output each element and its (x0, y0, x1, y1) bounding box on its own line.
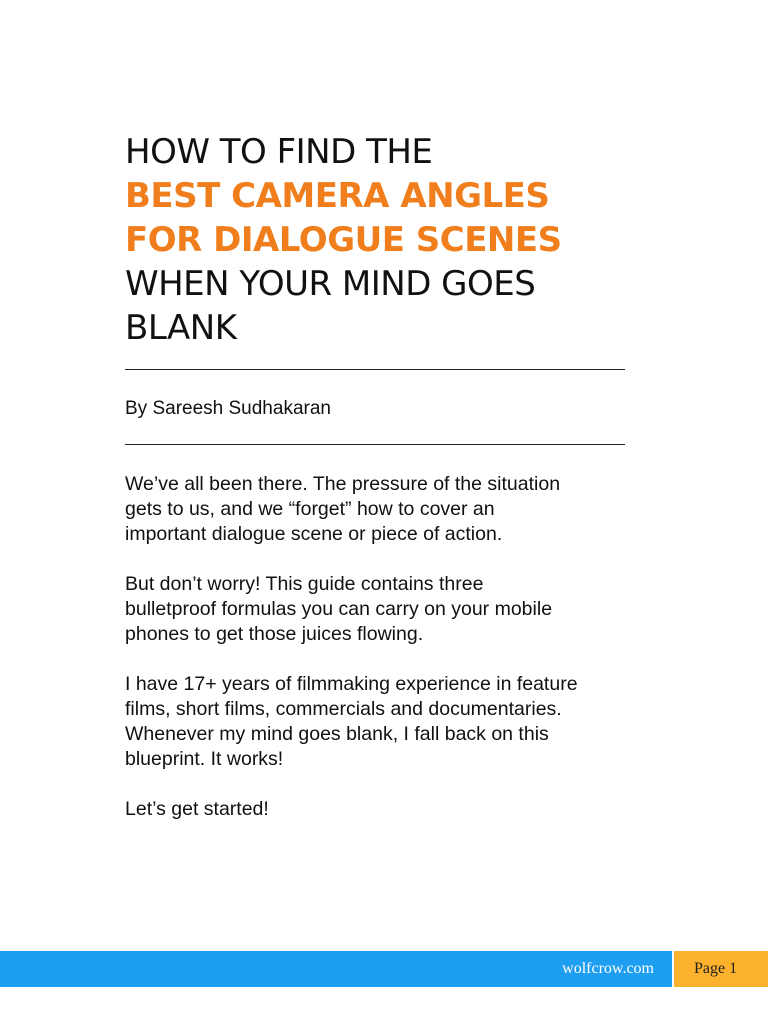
paragraph-line: important dialogue scene or piece of action. (125, 523, 503, 545)
paragraph-line: films, short films, commercials and documentaries. (125, 698, 562, 720)
title-line-1: HOW TO FIND THE (125, 132, 433, 172)
title-line-2-highlight: BEST CAMERA ANGLES (125, 176, 550, 216)
document-title (125, 130, 685, 350)
title-line-4: WHEN YOUR MIND GOES (125, 264, 536, 304)
paragraph-line: bulletproof formulas you can carry on your mobile (125, 598, 553, 620)
paragraph-line: I have 17+ years of filmmaking experience in feature (125, 673, 578, 695)
author-byline: By Sareesh Sudhakaran (125, 398, 331, 419)
paragraph-line: gets to us, and we “forget” how to cover an (125, 498, 495, 520)
paragraph-intro (125, 472, 645, 547)
paragraph-closing (125, 797, 645, 822)
title-line-3-highlight: FOR DIALOGUE SCENES (125, 220, 562, 260)
page-number-label: Page 1 (694, 960, 738, 977)
paragraph-line: blueprint. It works! (125, 748, 284, 770)
paragraph-line: phones to get those juices flowing. (125, 623, 424, 645)
byline-divider (125, 444, 625, 445)
paragraph-line: We’ve all been there. The pressure of the situation (125, 473, 561, 495)
title-divider (125, 369, 625, 370)
title-line-5: BLANK (125, 308, 237, 348)
page-footer (0, 951, 768, 987)
footer-site-link[interactable]: wolfcrow.com (562, 960, 654, 977)
paragraph-experience (125, 672, 645, 772)
paragraph-line: Let’s get started! (125, 798, 269, 820)
paragraph-guide (125, 572, 645, 647)
paragraph-line: But don’t worry! This guide contains three (125, 573, 484, 595)
body-text (125, 472, 645, 847)
paragraph-line: Whenever my mind goes blank, I fall back on this (125, 723, 549, 745)
page-number-tab (672, 951, 768, 987)
footer-bar (0, 951, 672, 987)
